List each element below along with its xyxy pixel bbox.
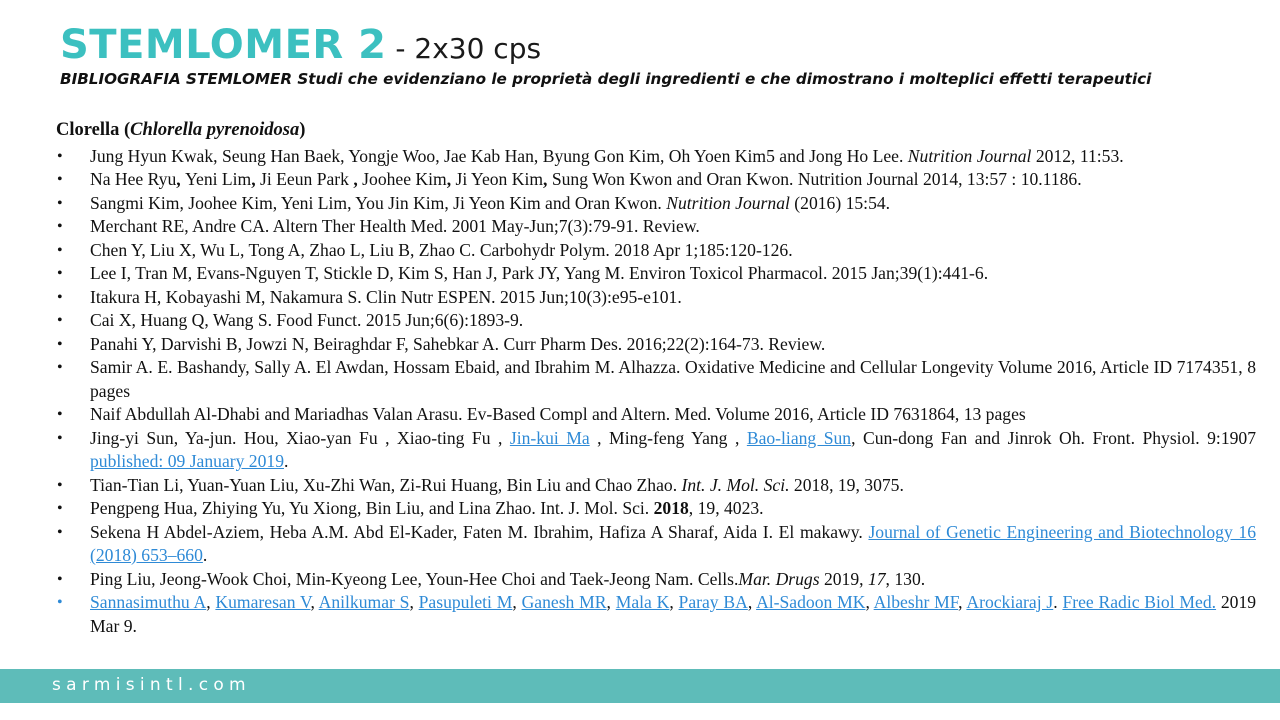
- reference-item: • Panahi Y, Darvishi B, Jowzi N, Beiraghdar F, Sahebkar A. Curr Pharm Des. 2016;22(2):164-73. Review.: [56, 333, 1256, 357]
- ref-sep: ,: [606, 592, 616, 612]
- ref-sep: ,: [669, 592, 679, 612]
- ref-text: Yeni Lim: [185, 169, 252, 189]
- ref-sep: ,: [958, 592, 967, 612]
- ref-sep: ,: [251, 169, 261, 189]
- ref-text: , 130.: [885, 568, 926, 589]
- bibliography: [56, 119, 1256, 638]
- reference-list: [56, 145, 1256, 639]
- reference-item: • Cai X, Huang Q, Wang S. Food Funct. 2015 Jun;6(6):1893-9.: [56, 309, 1256, 333]
- author-link[interactable]: Ganesh MR: [521, 592, 607, 612]
- reference-item: [56, 521, 1256, 568]
- ref-sep: .: [1053, 592, 1063, 612]
- ref-text: .: [202, 545, 208, 565]
- ref-text: , Cun-dong Fan and Jinrok Oh. Front. Physiol. 9:1907: [851, 427, 1257, 448]
- section-heading-text: Clorella (: [56, 120, 131, 140]
- author-link[interactable]: Anilkumar S: [318, 592, 410, 612]
- ref-sep: ,: [446, 169, 456, 189]
- ref-text: 2019 Mar 9.: [90, 592, 1257, 636]
- reference-item: [56, 497, 1256, 521]
- journal-link[interactable]: Journal of Genetic Engineering and Biotechnology 16 (2018) 653–660: [90, 521, 1256, 565]
- ref-text: Sung Won Kwon and Oran Kwon. Nutrition Journal 2014, 13:57 : 10.1186.: [551, 169, 1082, 189]
- ref-text: Ping Liu, Jeong-Wook Choi, Min-Kyeong Lee, Youn-Hee Choi and Taek-Jeong Nam. Cells.: [90, 568, 739, 589]
- ref-text: Sekena H Abdel-Aziem, Heba A.M. Abd El-Kader, Faten M. Ibrahim, Hafiza A Sharaf, Aida I. El makawy.: [90, 521, 869, 542]
- footer-band: [0, 669, 1280, 703]
- ref-text: Ji Yeon Kim: [455, 169, 544, 189]
- reference-item: • Samir A. E. Bashandy, Sally A. El Awdan, Hossam Ebaid, and Ibrahim M. Alhazza. Oxidative Medicine and Cellular Longevity Volume 2016, Article ID 7174351, 8 pages: [56, 356, 1256, 403]
- ref-sep: ,: [747, 592, 757, 612]
- section-heading-close: ): [299, 120, 306, 140]
- author-link[interactable]: Mala K: [615, 592, 670, 612]
- ref-text: , Ming-feng Yang ,: [589, 427, 747, 448]
- author-link[interactable]: Albeshr MF: [873, 592, 959, 612]
- author-link[interactable]: Kumaresan V: [215, 592, 311, 612]
- ref-journal: Nutrition Journal: [907, 145, 1032, 166]
- author-link[interactable]: Bao-liang Sun: [746, 427, 852, 448]
- reference-item: • Merchant RE, Andre CA. Altern Ther Health Med. 2001 May-Jun;7(3):79-91. Review.: [56, 215, 1256, 239]
- ref-volume: 17: [867, 568, 886, 589]
- ref-sep: ,: [543, 169, 552, 189]
- section-heading: [56, 119, 1256, 143]
- product-name: STEMLOMER 2: [60, 22, 387, 68]
- ref-journal: Mar. Drugs: [738, 568, 820, 589]
- ref-journal: Nutrition Journal: [666, 192, 790, 213]
- reference-item: [56, 192, 1256, 216]
- ref-text: Sangmi Kim, Joohee Kim, Yeni Lim, You Jin Kim, Ji Yeon Kim and Oran Kwon.: [90, 192, 667, 213]
- reference-item: [56, 568, 1256, 592]
- ref-sep: ,: [176, 169, 186, 189]
- ref-sep: ,: [206, 592, 216, 612]
- ref-text: Na Hee Ryu: [90, 169, 177, 189]
- author-link[interactable]: Paray BA: [678, 592, 748, 612]
- product-dosage: - 2x30 cps: [386, 32, 542, 65]
- reference-item: • Itakura H, Kobayashi M, Nakamura S. Clin Nutr ESPEN. 2015 Jun;10(3):e95-e101.: [56, 286, 1256, 310]
- ref-text: Ji Eeun Park: [260, 169, 354, 189]
- ref-sep: ,: [310, 592, 319, 612]
- ref-text: Jung Hyun Kwak, Seung Han Baek, Yongje Woo, Jae Kab Han, Byung Gon Kim, Oh Yoen Kim5 and Jong Ho Lee.: [90, 145, 908, 166]
- ref-journal: Int. J. Mol. Sci.: [681, 474, 790, 495]
- reference-item: • Naif Abdullah Al-Dhabi and Mariadhas Valan Arasu. Ev-Based Compl and Altern. Med. Volume 2016, Article ID 7631864, 13 pages: [56, 403, 1256, 427]
- ref-text: Tian-Tian Li, Yuan-Yuan Liu, Xu-Zhi Wan, Zi-Rui Huang, Bin Liu and Chao Zhao.: [90, 474, 682, 495]
- ref-text: Joohee Kim: [362, 169, 447, 189]
- ref-text: Pengpeng Hua, Zhiying Yu, Yu Xiong, Bin Liu, and Lina Zhao. Int. J. Mol. Sci.: [90, 498, 654, 518]
- reference-item: • Lee I, Tran M, Evans-Nguyen T, Stickle D, Kim S, Han J, Park JY, Yang M. Environ Toxicol Pharmacol. 2015 Jan;39(1):441-6.: [56, 262, 1256, 286]
- slide-title: [60, 22, 541, 68]
- footer-website: sarmisintl.com: [52, 675, 251, 695]
- section-heading-latin: Chlorella pyrenoidosa: [130, 120, 300, 140]
- reference-item: [56, 145, 1256, 169]
- ref-year: 2018: [653, 498, 689, 518]
- ref-text: 2018, 19, 3075.: [789, 474, 904, 495]
- ref-text: 2019,: [819, 568, 868, 589]
- ref-sep: ,: [512, 592, 522, 612]
- journal-link[interactable]: Free Radic Biol Med.: [1062, 592, 1217, 612]
- reference-item: [56, 474, 1256, 498]
- ref-sep: ,: [865, 592, 874, 612]
- ref-sep: ,: [353, 169, 363, 189]
- ref-text: Jing-yi Sun, Ya-jun. Hou, Xiao-yan Fu , Xiao-ting Fu ,: [90, 427, 510, 448]
- author-link[interactable]: Pasupuleti M: [418, 592, 513, 612]
- ref-text: , 19, 4023.: [688, 498, 764, 518]
- ref-sep: ,: [409, 592, 419, 612]
- reference-item: [56, 591, 1256, 638]
- reference-item: [56, 427, 1256, 474]
- author-link[interactable]: Sannasimuthu A: [90, 592, 207, 612]
- publication-date-link[interactable]: published: 09 January 2019: [90, 451, 284, 471]
- author-link[interactable]: Arockiaraj J: [966, 592, 1054, 612]
- author-link[interactable]: Jin-kui Ma: [509, 427, 590, 448]
- ref-text: 2012, 11:53.: [1031, 145, 1124, 166]
- reference-item: • Chen Y, Liu X, Wu L, Tong A, Zhao L, Liu B, Zhao C. Carbohydr Polym. 2018 Apr 1;185:120-126.: [56, 239, 1256, 263]
- author-link[interactable]: Al-Sadoon MK: [756, 592, 866, 612]
- reference-item: [56, 168, 1256, 192]
- ref-text: .: [284, 451, 289, 471]
- slide-subtitle: BIBLIOGRAFIA STEMLOMER Studi che evidenziano le proprietà degli ingredienti e che dimostrano i molteplici effetti terapeutici: [60, 70, 1152, 88]
- ref-text: (2016) 15:54.: [789, 192, 891, 213]
